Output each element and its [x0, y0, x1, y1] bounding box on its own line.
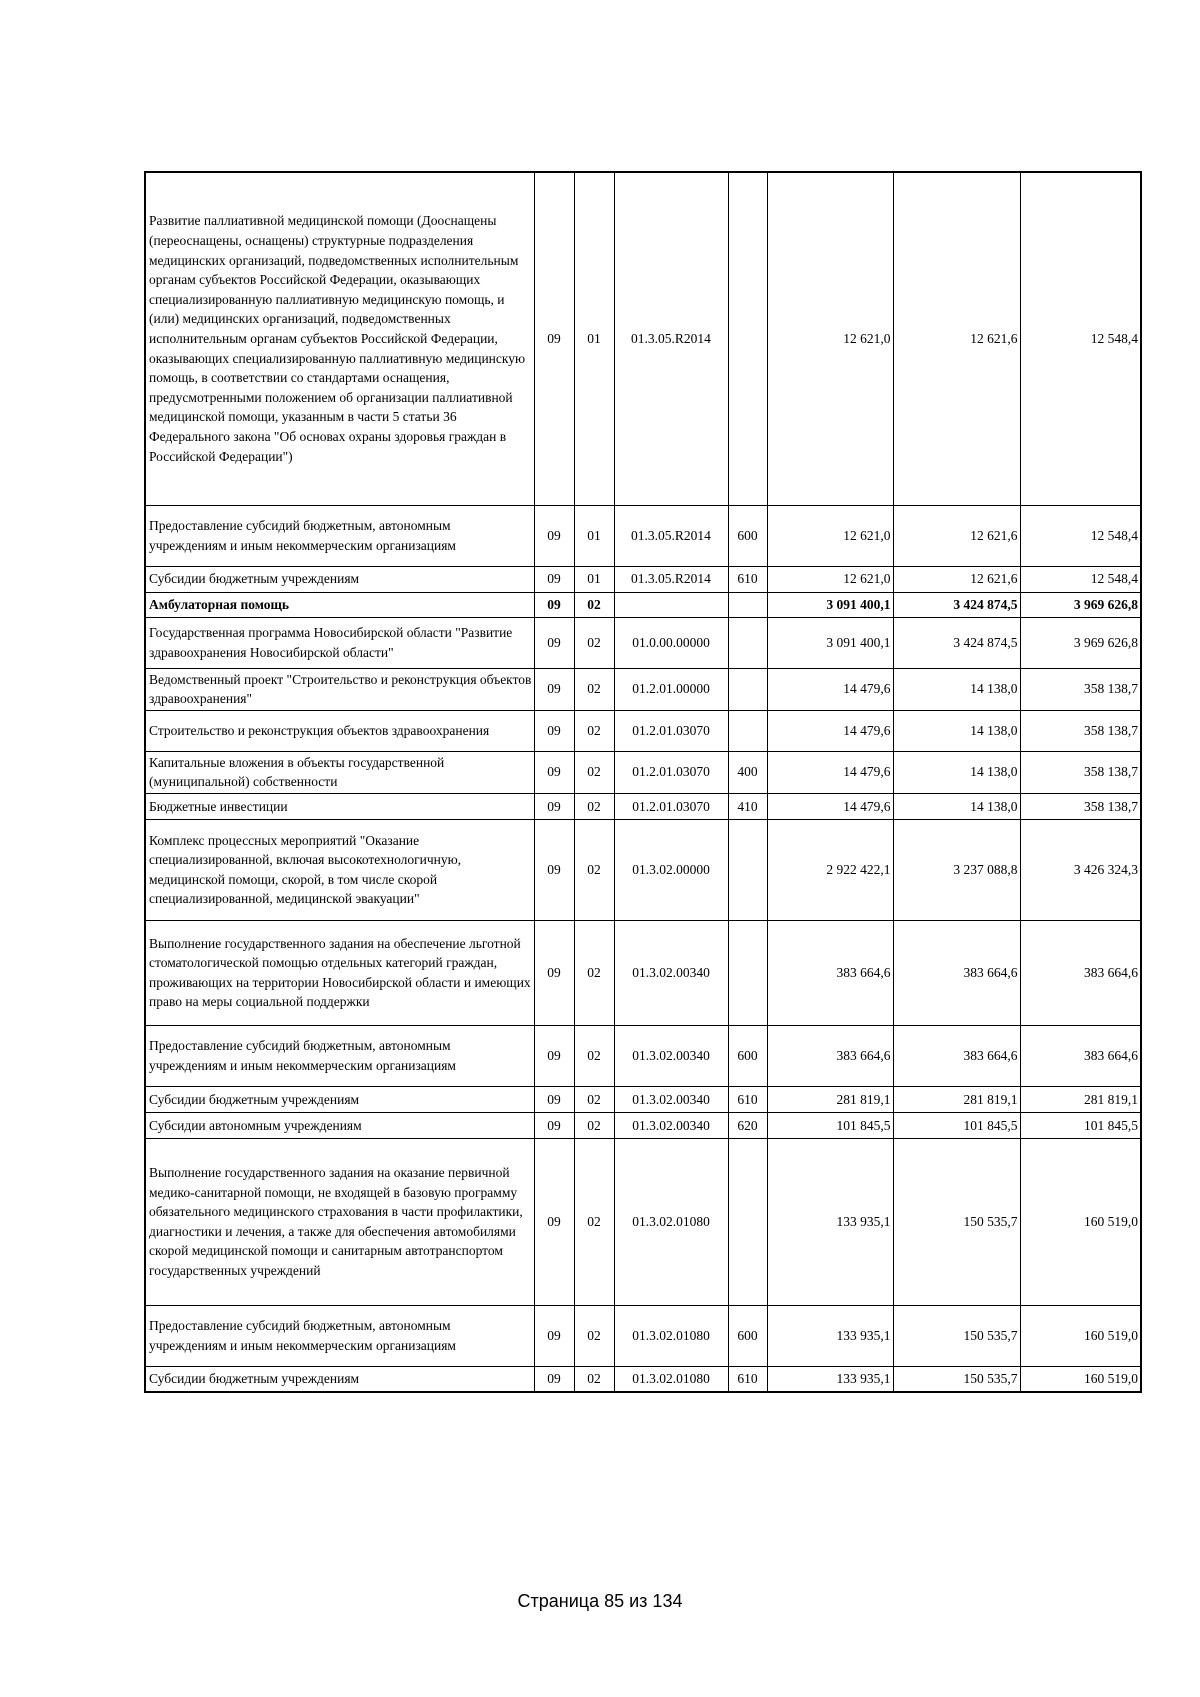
row-amount-year1: 14 479,6: [767, 793, 893, 819]
row-amount-year2: 150 535,7: [893, 1366, 1020, 1392]
row-name: Предоставление субсидий бюджетным, автономным учреждениям и иным некоммерческим организациям: [145, 505, 534, 566]
row-subsection: 02: [574, 1025, 614, 1086]
row-expense-type: 610: [728, 566, 767, 592]
row-amount-year2: 383 664,6: [893, 1025, 1020, 1086]
row-amount-year3: 160 519,0: [1020, 1138, 1141, 1305]
row-subsection: 02: [574, 592, 614, 617]
row-amount-year2: 3 424 874,5: [893, 592, 1020, 617]
row-amount-year2: 281 819,1: [893, 1086, 1020, 1112]
row-target-article: 01.2.01.03070: [614, 710, 728, 751]
row-name: Государственная программа Новосибирской области "Развитие здравоохранения Новосибирской области": [145, 617, 534, 668]
row-section: 09: [534, 566, 574, 592]
row-amount-year3: 12 548,4: [1020, 505, 1141, 566]
row-subsection: 02: [574, 1112, 614, 1138]
row-section: 09: [534, 505, 574, 566]
row-name: Развитие паллиативной медицинской помощи (Дооснащены (переоснащены, оснащены) структурные подразделения медицинских организаций, подведомственных исполнительным органам субъектов Российской Федерации, оказывающих специализированную паллиативную медицинскую помощь, и (или) медицинских организаций, подведомственных исполнительным органам субъектов Российской Федерации, оказывающих специализированную паллиативную медицинскую помощь, в соответствии со стандартами оснащения, предусмотренными положением об организации паллиативной медицинской помощи, указанным в части 5 статьи 36 Федерального закона "Об основах охраны здоровья граждан в Российской Федерации"): [145, 172, 534, 505]
row-expense-type: 410: [728, 793, 767, 819]
row-target-article: 01.3.02.00340: [614, 1086, 728, 1112]
row-amount-year3: 281 819,1: [1020, 1086, 1141, 1112]
row-target-article: 01.3.02.00340: [614, 920, 728, 1025]
row-amount-year1: 3 091 400,1: [767, 592, 893, 617]
row-amount-year1: 3 091 400,1: [767, 617, 893, 668]
row-amount-year1: 14 479,6: [767, 751, 893, 793]
row-amount-year3: 101 845,5: [1020, 1112, 1141, 1138]
row-target-article: 01.2.01.00000: [614, 668, 728, 710]
row-name: Комплекс процессных мероприятий "Оказание специализированной, включая высокотехнологичную, медицинской помощи, скорой, в том числе скорой специализированной, медицинской эвакуации": [145, 819, 534, 920]
row-subsection: 01: [574, 505, 614, 566]
row-target-article: 01.3.05.R2014: [614, 172, 728, 505]
row-subsection: 01: [574, 566, 614, 592]
row-section: 09: [534, 920, 574, 1025]
row-amount-year1: 12 621,0: [767, 172, 893, 505]
row-section: 09: [534, 710, 574, 751]
row-amount-year2: 383 664,6: [893, 920, 1020, 1025]
table-row: [145, 1086, 1141, 1112]
row-expense-type: [728, 617, 767, 668]
row-target-article: 01.3.02.00340: [614, 1112, 728, 1138]
table-row: [145, 819, 1141, 920]
row-expense-type: 600: [728, 1305, 767, 1366]
table-row: [145, 1305, 1141, 1366]
table-row: [145, 751, 1141, 793]
row-amount-year3: 3 969 626,8: [1020, 617, 1141, 668]
row-subsection: 02: [574, 920, 614, 1025]
row-amount-year1: 133 935,1: [767, 1138, 893, 1305]
row-expense-type: 600: [728, 1025, 767, 1086]
row-subsection: 02: [574, 1086, 614, 1112]
row-amount-year1: 383 664,6: [767, 920, 893, 1025]
row-amount-year3: 12 548,4: [1020, 566, 1141, 592]
row-amount-year3: 358 138,7: [1020, 710, 1141, 751]
table-row: [145, 1112, 1141, 1138]
row-amount-year1: 133 935,1: [767, 1305, 893, 1366]
row-name: Субсидии автономным учреждениям: [145, 1112, 534, 1138]
row-amount-year3: 358 138,7: [1020, 793, 1141, 819]
row-name: Ведомственный проект "Строительство и реконструкция объектов здравоохранения": [145, 668, 534, 710]
row-amount-year3: 12 548,4: [1020, 172, 1141, 505]
row-section: 09: [534, 1112, 574, 1138]
row-name: Предоставление субсидий бюджетным, автономным учреждениям и иным некоммерческим организациям: [145, 1025, 534, 1086]
table-row: [145, 793, 1141, 819]
row-section: 09: [534, 1086, 574, 1112]
row-expense-type: [728, 819, 767, 920]
table-row: [145, 920, 1141, 1025]
row-name: Амбулаторная помощь: [145, 592, 534, 617]
table-row: [145, 172, 1141, 505]
row-target-article: 01.3.05.R2014: [614, 505, 728, 566]
row-amount-year2: 12 621,6: [893, 566, 1020, 592]
budget-table: [144, 171, 1142, 1393]
row-section: 09: [534, 617, 574, 668]
row-section: 09: [534, 751, 574, 793]
row-name: Выполнение государственного задания на обеспечение льготной стоматологической помощью отдельных категорий граждан, проживающих на территории Новосибирской области и имеющих право на меры социальной поддержки: [145, 920, 534, 1025]
row-amount-year2: 150 535,7: [893, 1138, 1020, 1305]
table-row: [145, 505, 1141, 566]
row-amount-year1: 12 621,0: [767, 566, 893, 592]
row-subsection: 02: [574, 617, 614, 668]
row-section: 09: [534, 1025, 574, 1086]
row-section: 09: [534, 1305, 574, 1366]
row-target-article: 01.3.02.00340: [614, 1025, 728, 1086]
row-amount-year2: 3 424 874,5: [893, 617, 1020, 668]
row-target-article: [614, 592, 728, 617]
row-amount-year1: 281 819,1: [767, 1086, 893, 1112]
row-section: 09: [534, 668, 574, 710]
row-subsection: 01: [574, 172, 614, 505]
row-section: 09: [534, 1366, 574, 1392]
table-row: [145, 566, 1141, 592]
row-expense-type: [728, 710, 767, 751]
row-amount-year2: 14 138,0: [893, 668, 1020, 710]
row-name: Субсидии бюджетным учреждениям: [145, 566, 534, 592]
row-amount-year2: 150 535,7: [893, 1305, 1020, 1366]
row-subsection: 02: [574, 668, 614, 710]
row-subsection: 02: [574, 1138, 614, 1305]
row-amount-year3: 358 138,7: [1020, 668, 1141, 710]
row-expense-type: [728, 592, 767, 617]
row-amount-year2: 14 138,0: [893, 751, 1020, 793]
row-name: Бюджетные инвестиции: [145, 793, 534, 819]
row-expense-type: 400: [728, 751, 767, 793]
row-target-article: 01.3.02.01080: [614, 1366, 728, 1392]
row-amount-year2: 14 138,0: [893, 793, 1020, 819]
row-section: 09: [534, 1138, 574, 1305]
row-amount-year1: 14 479,6: [767, 668, 893, 710]
row-section: 09: [534, 592, 574, 617]
table-row: [145, 617, 1141, 668]
row-expense-type: 610: [728, 1086, 767, 1112]
table-row: [145, 1025, 1141, 1086]
row-amount-year3: 3 969 626,8: [1020, 592, 1141, 617]
row-target-article: 01.0.00.00000: [614, 617, 728, 668]
row-name: Субсидии бюджетным учреждениям: [145, 1086, 534, 1112]
row-name: Предоставление субсидий бюджетным, автономным учреждениям и иным некоммерческим организациям: [145, 1305, 534, 1366]
row-amount-year2: 3 237 088,8: [893, 819, 1020, 920]
row-amount-year1: 101 845,5: [767, 1112, 893, 1138]
row-amount-year1: 383 664,6: [767, 1025, 893, 1086]
row-section: 09: [534, 819, 574, 920]
row-amount-year3: 160 519,0: [1020, 1366, 1141, 1392]
table-row: [145, 1366, 1141, 1392]
row-amount-year3: 383 664,6: [1020, 1025, 1141, 1086]
row-amount-year2: 101 845,5: [893, 1112, 1020, 1138]
row-subsection: 02: [574, 1366, 614, 1392]
row-name: Выполнение государственного задания на оказание первичной медико-санитарной помощи, не входящей в базовую программу обязательного медицинского страхования в части профилактики, диагностики и лечения, а также для обеспечения автомобилями скорой медицинской помощи и санитарным автотранспортом государственных учреждений: [145, 1138, 534, 1305]
row-amount-year3: 358 138,7: [1020, 751, 1141, 793]
row-target-article: 01.3.05.R2014: [614, 566, 728, 592]
row-amount-year1: 12 621,0: [767, 505, 893, 566]
row-name: Субсидии бюджетным учреждениям: [145, 1366, 534, 1392]
row-name: Строительство и реконструкция объектов здравоохранения: [145, 710, 534, 751]
row-amount-year2: 12 621,6: [893, 172, 1020, 505]
table-row: [145, 668, 1141, 710]
table-row: [145, 1138, 1141, 1305]
row-target-article: 01.2.01.03070: [614, 793, 728, 819]
table-row: [145, 710, 1141, 751]
row-subsection: 02: [574, 819, 614, 920]
row-expense-type: [728, 668, 767, 710]
row-target-article: 01.3.02.01080: [614, 1305, 728, 1366]
row-expense-type: 620: [728, 1112, 767, 1138]
row-subsection: 02: [574, 710, 614, 751]
row-section: 09: [534, 172, 574, 505]
row-expense-type: 610: [728, 1366, 767, 1392]
table-body: [145, 172, 1141, 1392]
row-expense-type: [728, 1138, 767, 1305]
row-subsection: 02: [574, 793, 614, 819]
row-expense-type: [728, 920, 767, 1025]
row-amount-year1: 133 935,1: [767, 1366, 893, 1392]
row-expense-type: 600: [728, 505, 767, 566]
row-amount-year1: 14 479,6: [767, 710, 893, 751]
row-amount-year3: 383 664,6: [1020, 920, 1141, 1025]
row-amount-year2: 12 621,6: [893, 505, 1020, 566]
row-amount-year3: 160 519,0: [1020, 1305, 1141, 1366]
row-amount-year3: 3 426 324,3: [1020, 819, 1141, 920]
row-subsection: 02: [574, 1305, 614, 1366]
row-target-article: 01.3.02.00000: [614, 819, 728, 920]
row-amount-year1: 2 922 422,1: [767, 819, 893, 920]
row-target-article: 01.3.02.01080: [614, 1138, 728, 1305]
table-row: [145, 592, 1141, 617]
row-expense-type: [728, 172, 767, 505]
row-amount-year2: 14 138,0: [893, 710, 1020, 751]
row-section: 09: [534, 793, 574, 819]
page-number: Страница 85 из 134: [517, 1591, 683, 1611]
row-subsection: 02: [574, 751, 614, 793]
row-name: Капитальные вложения в объекты государственной (муниципальной) собственности: [145, 751, 534, 793]
row-target-article: 01.2.01.03070: [614, 751, 728, 793]
